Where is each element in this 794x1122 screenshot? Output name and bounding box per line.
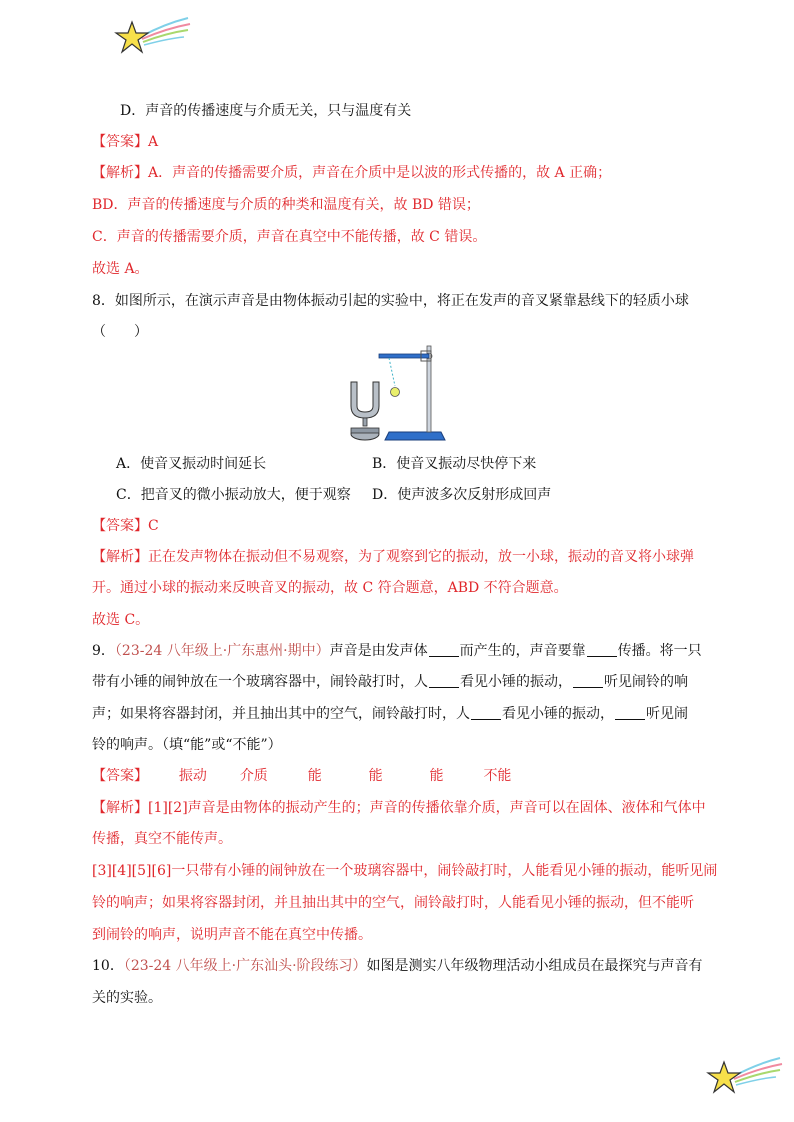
q9-blank-5 (471, 705, 501, 720)
q10-stem-2: 关的实验。 (92, 990, 162, 1006)
q9-answer-3: 能 (307, 768, 322, 784)
q8-option-d: D．使声波多次反射形成回声 (372, 487, 552, 503)
q8-stem-2: （ ） (92, 324, 148, 340)
q8-stem-1: 8．如图所示，在演示声音是由物体振动引起的实验中，将正在发声的音叉紧靠悬线下的轻质小球 (92, 293, 689, 309)
q9-answer-6: 不能 (483, 768, 512, 784)
q10-stem-1: 10．（23-24 八年级上·广东汕头·阶段练习）如图是测实八年级物理活动小组成员在最探究与声音有 (92, 958, 703, 974)
q9-analysis-4: 铃的响声；如果将容器封闭，并且抽出其中的空气，闹铃敲打时，人能看见小锤的振动，但不能听 (92, 895, 694, 911)
q8-conclusion: 故选 C。 (92, 612, 150, 628)
q8-option-c: C．把音叉的微小振动放大，便于观察 (116, 487, 351, 503)
q9-analysis-5: 到闹铃的响声，说明声音不能在真空中传播。 (92, 927, 372, 943)
q9-answer-2: 介质 (239, 768, 268, 784)
q8-answer: 【答案】C (92, 518, 159, 534)
q8-option-a: A．使音叉振动时间延长 (116, 456, 267, 472)
q9-answer-4: 能 (368, 768, 383, 784)
q8-analysis-1: 【解析】正在发声物体在振动但不易观察，为了观察到它的振动，放一小球，振动的音叉将小球弹 (92, 549, 694, 565)
q9-analysis-2: 传播，真空不能传声。 (92, 831, 232, 847)
q9-source: （23-24 八年级上·广东惠州·期中） (114, 643, 330, 659)
star-streak-icon-top (112, 16, 192, 60)
tuning-fork-apparatus-figure (345, 344, 449, 444)
q8-analysis-2: 开。通过小球的振动来反映音叉的振动，故 C 符合题意，ABD 不符合题意。 (92, 580, 568, 596)
q7-answer: 【答案】A (92, 134, 159, 150)
q9-stem-2: 带有小锤的闹钟放在一个玻璃容器中，闹铃敲打时，人 看见小锤的振动， 听见闹铃的响 (92, 674, 688, 690)
q9-blank-1 (429, 642, 459, 657)
q7-option-d: D．声音的传播速度与介质无关，只与温度有关 (120, 103, 412, 119)
q9-answer-5: 能 (429, 768, 444, 784)
q9-analysis-3: [3][4][5][6]一只带有小锤的闹钟放在一个玻璃容器中，闹铃敲打时，人能看见小锤的振动，能听见闹 (92, 863, 718, 879)
q7-analysis-1: 【解析】A．声音的传播需要介质，声音在介质中是以波的形式传播的，故 A 正确； (92, 165, 612, 181)
q9-stem-4: 铃的响声。（填“能”或“不能”） (92, 737, 282, 753)
q9-blank-6 (615, 705, 645, 720)
q10-source: （23-24 八年级上·广东汕头·阶段练习） (123, 958, 367, 974)
star-streak-icon-bottom (704, 1056, 784, 1100)
q7-analysis-3: C．声音的传播需要介质，声音在真空中不能传播，故 C 错误。 (92, 229, 487, 245)
q9-stem-3: 声；如果将容器封闭，并且抽出其中的空气，闹铃敲打时，人 看见小锤的振动， 听见闹 (92, 706, 688, 722)
q8-option-b: B．使音叉振动尽快停下来 (372, 456, 537, 472)
q9-answer: 【答案】 振动 介质 能 能 能 不能 (92, 766, 517, 786)
q9-blank-2 (587, 642, 617, 657)
q9-answer-1: 振动 (178, 768, 207, 784)
q9-blank-4 (573, 673, 603, 688)
q7-analysis-2: BD．声音的传播速度与介质的种类和温度有关，故 BD 错误； (92, 197, 480, 213)
q9-stem-1: 9．（23-24 八年级上·广东惠州·期中）声音是由发声体 而产生的，声音要靠 传播。将一只 (92, 643, 702, 659)
q9-analysis-1: 【解析】[1][2]声音是由物体的振动产生的；声音的传播依靠介质，声音可以在固体、液体和气体中 (92, 800, 706, 816)
q9-blank-3 (429, 673, 459, 688)
q7-conclusion: 故选 A。 (92, 261, 149, 277)
